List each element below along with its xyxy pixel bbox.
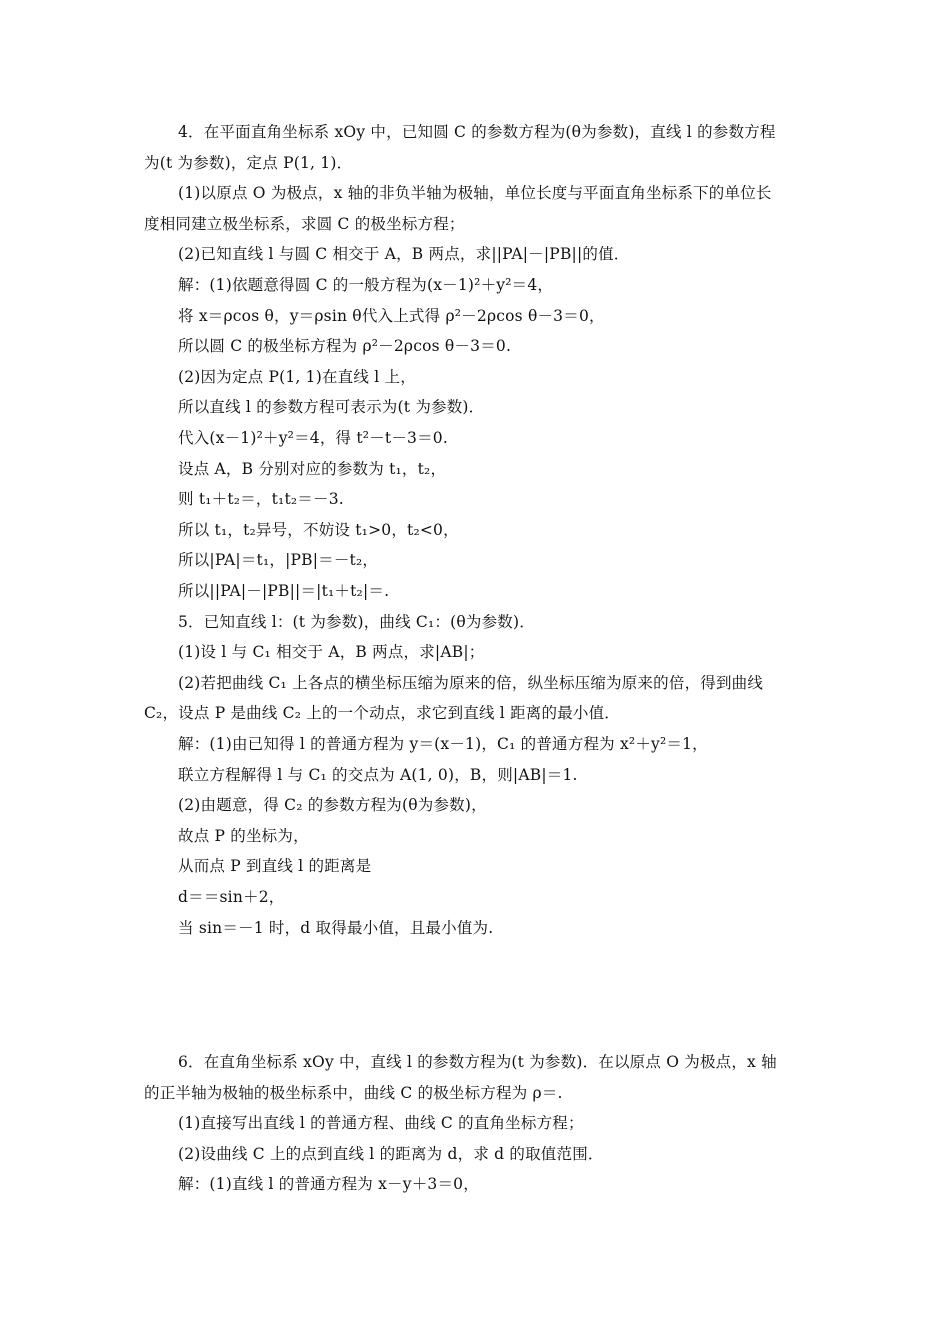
text-line: 所以||PA|－|PB||＝|t₁＋t₂|＝. xyxy=(178,582,390,600)
text-line: 解：(1)由已知得 l 的普通方程为 y＝(x－1)，C₁ 的普通方程为 x²＋y²＝1， xyxy=(178,735,708,753)
text-line: 6．在直角坐标系 xOy 中，直线 l 的参数方程为(t 为参数)．在以原点 O 为极点，x 轴 xyxy=(178,1053,777,1071)
text-line: 所以 t₁，t₂异号，不妨设 t₁>0，t₂<0， xyxy=(178,520,459,539)
text-line: d＝＝sin＋2， xyxy=(178,888,285,906)
text-line: 联立方程解得 l 与 C₁ 的交点为 A(1, 0)，B，则|AB|＝1. xyxy=(178,765,578,784)
text-line: 度相同建立极坐标系，求圆 C 的极坐标方程； xyxy=(144,214,465,233)
text-line: 所以|PA|＝t₁，|PB|＝－t₂， xyxy=(178,551,379,570)
text-line: 所以直线 l 的参数方程可表示为(t 为参数)． xyxy=(178,398,485,417)
text-line: (2)因为定点 P(1, 1)在直线 l 上， xyxy=(178,367,416,386)
text-line: (2)已知直线 l 与圆 C 相交于 A，B 两点，求||PA|－|PB||的值． xyxy=(178,245,630,264)
text-line: 故点 P 的坐标为， xyxy=(178,826,309,845)
text-line: 为(t 为参数)，定点 P(1, 1)． xyxy=(144,153,353,172)
text-line: (1)以原点 O 为极点，x 轴的非负半轴为极轴，单位长度与平面直角坐标系下的单位长 xyxy=(178,184,772,203)
text-line: (1)设 l 与 C₁ 相交于 A，B 两点，求|AB|； xyxy=(178,643,485,662)
text-line: (1)直接写出直线 l 的普通方程、曲线 C 的直角坐标方程； xyxy=(178,1114,584,1133)
text-line: 的正半轴为极轴的极坐标系中，曲线 C 的极坐标方程为 ρ＝. xyxy=(144,1083,563,1102)
text-line: 所以圆 C 的极坐标方程为 ρ²－2ρcos θ－3＝0. xyxy=(178,337,512,356)
text-line: (2)由题意，得 C₂ 的参数方程为(θ为参数)， xyxy=(178,796,487,815)
text-line: 则 t₁＋t₂＝，t₁t₂＝－3. xyxy=(178,490,344,509)
text-line: 当 sin＝－1 时，d 取得最小值，且最小值为. xyxy=(178,918,494,937)
text-line: (2)设曲线 C 上的点到直线 l 的距离为 d，求 d 的取值范围． xyxy=(178,1144,604,1163)
text-line: 5．已知直线 l：(t 为参数)，曲线 C₁：(θ为参数)． xyxy=(178,612,535,631)
text-line: C₂，设点 P 是曲线 C₂ 上的一个动点，求它到直线 l 距离的最小值． xyxy=(144,704,620,723)
text-line: 解：(1)依题意得圆 C 的一般方程为(x－1)²＋y²＝4， xyxy=(178,276,554,294)
text-line: 代入(x－1)²＋y²＝4，得 t²－t－3＝0. xyxy=(178,429,448,447)
text-line: 将 x＝ρcos θ，y＝ρsin θ代入上式得 ρ²－2ρcos θ－3＝0， xyxy=(178,306,605,325)
text-line: 设点 A，B 分别对应的参数为 t₁，t₂， xyxy=(178,459,447,478)
text-line: 4．在平面直角坐标系 xOy 中，已知圆 C 的参数方程为(θ为参数)，直线 l 的参数方程 xyxy=(178,123,776,141)
text-line: (2)若把曲线 C₁ 上各点的横坐标压缩为原来的倍，纵坐标压缩为原来的倍，得到曲线 xyxy=(178,673,764,692)
text-line: 从而点 P 到直线 l 的距离是 xyxy=(178,857,372,876)
text-line: 解：(1)直线 l 的普通方程为 x－y＋3＝0， xyxy=(178,1175,479,1194)
